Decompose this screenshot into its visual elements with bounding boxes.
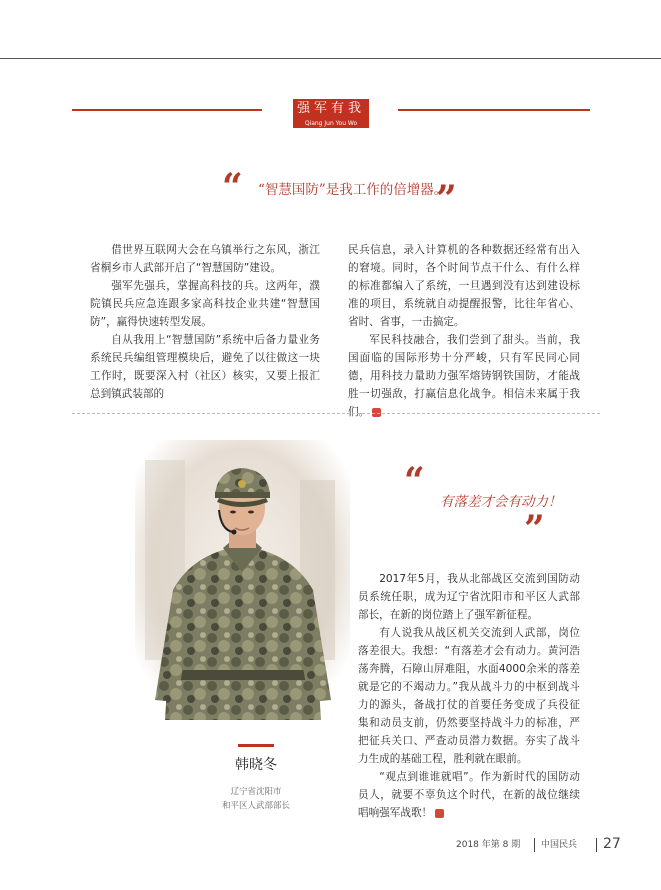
footer-issue: 2018 年第 8 期 [456,840,521,850]
footer-separator [596,838,597,852]
article1-right-column [348,241,580,421]
section-subtitle: Qiang Jun You Wo [293,119,369,128]
footer-magazine: 中国民兵 [541,840,578,850]
article1-left-column [90,241,320,403]
close-quote-icon: ” [524,508,545,550]
section-title: 强军有我 [293,99,369,119]
paragraph: 2017年5月，我从北部战区交流到国防动员系统任职，成为辽宁省沈阳市和平区人武部部长，在新的岗位踏上了强军新征程。 [358,573,580,621]
paragraph: “观点到谁谁就唱”。作为新时代的国防动员人，就要不辜负这个时代，在新的战位继续唱响强军战歌！ [358,771,580,819]
section-line-left [72,109,262,111]
portrait-photo [135,440,350,720]
person-org [200,785,312,813]
name-accent-bar [238,744,274,747]
top-rule [0,58,661,59]
end-mark-icon [372,408,381,417]
org-line-1: 辽宁省沈阳市 [230,787,282,797]
paragraph: 民兵信息，录入计算机的各种数据还经常有出入的窘境。同时，各个时间节点干什么、有什么样的标准都编入了系统，一旦遇到没有达到建设标准的项目，系统就自动提醒报警，比往年省心、省时、省事，一击搞定。 [348,244,580,328]
close-quote-icon: ” [436,178,457,220]
pull-quote-2: 有落差才会有动力！ [440,494,562,510]
person-name: 韩晓冬 [235,757,277,773]
paragraph: 强军先强兵，掌握高科技的兵。这两年，濮院镇民兵应急连跟多家高科技企业共建“智慧国防”，赢得快速转型发展。 [90,280,320,328]
paragraph: 有人说我从战区机关交流到人武部，岗位落差很大。我想：“有落差才会有动力。黄河浩荡奔腾，石障山屏难阻，水面4000余米的落差就是它的不竭动力。”我从战斗力的中枢到战斗力的源头，备战打仗的首要任务变成了兵役征集和动员支前，仍然要坚持战斗力的标准，严把征兵关口、严查动员潜力数据。夯实了战斗力生成的基础工程，胜利就在眼前。 [358,627,580,765]
pull-quote-1: “智慧国防”是我工作的倍增器。 [258,182,448,198]
footer-separator [534,838,535,852]
open-quote-icon: “ [222,166,243,208]
section-line-right [398,109,590,111]
open-quote-icon: “ [404,460,425,502]
end-mark-icon [435,809,444,818]
page-number: 27 [603,836,621,852]
org-line-2: 和平区人武部部长 [221,801,290,811]
paragraph: 自从我用上“智慧国防”系统中后备力量业务系统民兵编组管理模块后，避免了以往做这一块工作时，既要深入村（社区）核实，又要上报汇总到镇武装部的 [90,334,320,400]
paragraph: 借世界互联网大会在乌镇举行之东风，浙江省桐乡市人武部开启了“智慧国防”建设。 [90,244,320,274]
section-divider [72,413,600,414]
paragraph: 军民科技融合，我们尝到了甜头。当前，我国面临的国际形势十分严峻，只有军民同心同德，用科技力量助力强军熔铸钢铁国防，才能战胜一切强敌，打赢信息化战争。相信未来属于我们。 [348,334,580,418]
article2-column [358,570,580,822]
